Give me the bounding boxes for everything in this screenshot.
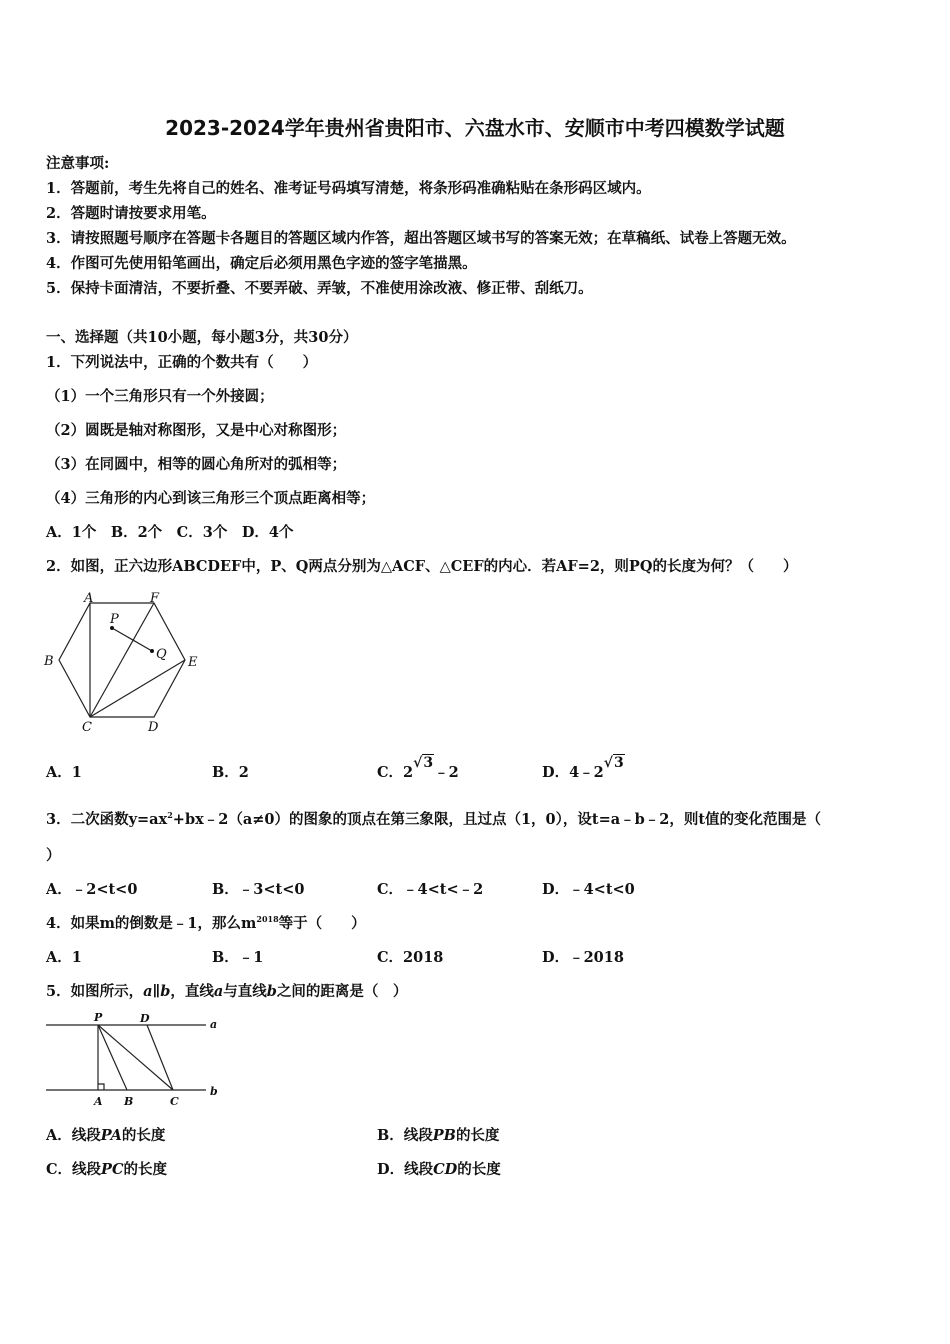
q5-stem-mid2: 与直线 (223, 983, 267, 1000)
q1-item: （2）圆既是轴对称图形，又是中心对称图形； (46, 422, 347, 439)
q2-option-c-pre: C．2 (377, 764, 414, 781)
q3-option-a: A．﹣2<t<0 (46, 881, 138, 898)
q3-stem-cont: ） (46, 847, 61, 864)
page-title: 2023-2024学年贵州省贵阳市、六盘水市、安顺市中考四模数学试题 (165, 116, 785, 140)
q5-option-b (377, 1124, 499, 1145)
q2-option-c-radicand: 3 (423, 755, 434, 771)
notice-item: 5．保持卡面清洁，不要折叠、不要弄破、弄皱，不准使用涂改液、修正带、刮纸刀。 (46, 280, 593, 297)
q5-option-a-suffix: 的长度 (121, 1127, 166, 1144)
label-b: b (210, 1085, 218, 1098)
q5-option-c-pre: C．线段 (46, 1161, 102, 1178)
q5-stem-mid1: ，直线 (170, 983, 214, 1000)
label-P: P (94, 1011, 103, 1024)
q2-option-b: B．2 (212, 764, 249, 781)
q2-option-c-post: ﹣2 (434, 764, 459, 781)
q2-option-a: A．1 (46, 764, 82, 781)
q5-var-b: b (160, 983, 171, 1000)
q5-var-b2: b (266, 983, 277, 1000)
q4-stem (46, 912, 366, 933)
q2-option-d-radicand: 3 (613, 755, 624, 771)
q5-option-d (377, 1158, 501, 1179)
q2-option-c (377, 755, 459, 782)
q5-stem-post: 之间的距离是（ ） (276, 983, 408, 1000)
q2-option-d (542, 755, 625, 782)
q4-exponent: 2018 (256, 914, 279, 925)
q5-option-b-suffix: 的长度 (455, 1127, 500, 1144)
q3-exponent: 2 (167, 810, 173, 821)
q5-var-a2: a (213, 983, 224, 1000)
label-B: B (124, 1095, 134, 1108)
notice-item: 1．答题前，考生先将自己的姓名、准考证号码填写清楚，将条形码准确粘贴在条形码区域内。 (46, 180, 651, 197)
sqrt-symbol: √3 (413, 755, 434, 771)
q4-option-c: C．2018 (377, 949, 444, 966)
q1-item: （3）在同圆中，相等的圆心角所对的弧相等； (46, 456, 347, 473)
q5-stem (46, 980, 407, 1001)
hexagon-figure (40, 588, 210, 738)
sqrt-symbol: √3 (603, 755, 624, 771)
q5-option-b-pre: B．线段 (377, 1127, 433, 1144)
notice-heading: 注意事项: (46, 155, 110, 172)
q4-stem-pre: 4．如果m的倒数是﹣1，那么m (46, 915, 257, 932)
q4-option-b: B．﹣1 (212, 949, 264, 966)
q3-option-b: B．﹣3<t<0 (212, 881, 305, 898)
label-D: D (140, 1012, 150, 1025)
notice-item: 2．答题时请按要求用笔。 (46, 205, 216, 222)
q4-stem-post: 等于（ ） (278, 915, 366, 932)
label-P: P (110, 612, 119, 627)
q3-option-d: D．﹣4<t<0 (542, 881, 635, 898)
q5-option-c (46, 1158, 167, 1179)
q5-option-c-suffix: 的长度 (123, 1161, 167, 1178)
q2-option-d-pre: D．4﹣2 (542, 764, 604, 781)
parallel-lines-figure (40, 1008, 230, 1113)
label-A: A (94, 1095, 103, 1108)
notice-item: 4．作图可先使用铅笔画出，确定后必须用黑色字迹的签字笔描黑。 (46, 255, 477, 272)
q5-stem-pre: 5．如图所示， (46, 983, 144, 1000)
q3-option-c: C．﹣4<t<﹣2 (377, 881, 484, 898)
label-E: E (188, 655, 198, 670)
q1-options: A．1个 B．2个 C．3个 D．4个 (46, 524, 294, 541)
label-a: a (210, 1018, 218, 1031)
q5-var-a: a (143, 983, 153, 1000)
q1-stem: 1．下列说法中，正确的个数共有（ ） (46, 354, 318, 371)
label-B: B (44, 654, 54, 669)
q3-stem-pre: 3．二次函数y=ax (46, 811, 168, 828)
notice-item: 3．请按照题号顺序在答题卡各题目的答题区域内作答，超出答题区域书写的答案无效；在草稿纸、试卷上答题无效。 (46, 230, 796, 247)
q4-option-a: A．1 (46, 949, 82, 966)
q3-stem (46, 808, 821, 829)
q5-option-d-suffix: 的长度 (457, 1161, 501, 1178)
q5-option-d-pre: D．线段 (377, 1161, 434, 1178)
q2-stem: 2．如图，正六边形ABCDEF中，P、Q两点分别为△ACF、△CEF的内心．若AF=2，则PQ的长度为何？（ ） (46, 558, 798, 575)
q1-item: （4）三角形的内心到该三角形三个顶点距离相等； (46, 490, 376, 507)
section-heading: 一、选择题（共10小题，每小题3分，共30分） (46, 329, 358, 346)
label-A: A (84, 591, 94, 606)
label-Q: Q (156, 647, 167, 662)
q3-stem-post: +bx﹣2（a≠0）的图象的顶点在第三象限，且过点（1，0），设t=a﹣b﹣2，则t值的变化范围是（ (172, 811, 822, 828)
q5-option-c-var: PC (101, 1161, 124, 1178)
label-D: D (148, 720, 159, 735)
q5-option-a-pre: A．线段 (46, 1127, 101, 1144)
label-C: C (82, 720, 92, 735)
q5-option-d-var: CD (433, 1161, 458, 1178)
q1-item: （1）一个三角形只有一个外接圆； (46, 388, 274, 405)
q5-parallel: ∥ (152, 983, 161, 1000)
label-C: C (170, 1095, 179, 1108)
label-F: F (150, 591, 160, 606)
q5-option-a (46, 1124, 165, 1145)
q5-option-b-var: PB (432, 1127, 456, 1144)
q5-option-a-var: PA (100, 1127, 122, 1144)
q4-option-d: D．﹣2018 (542, 949, 624, 966)
